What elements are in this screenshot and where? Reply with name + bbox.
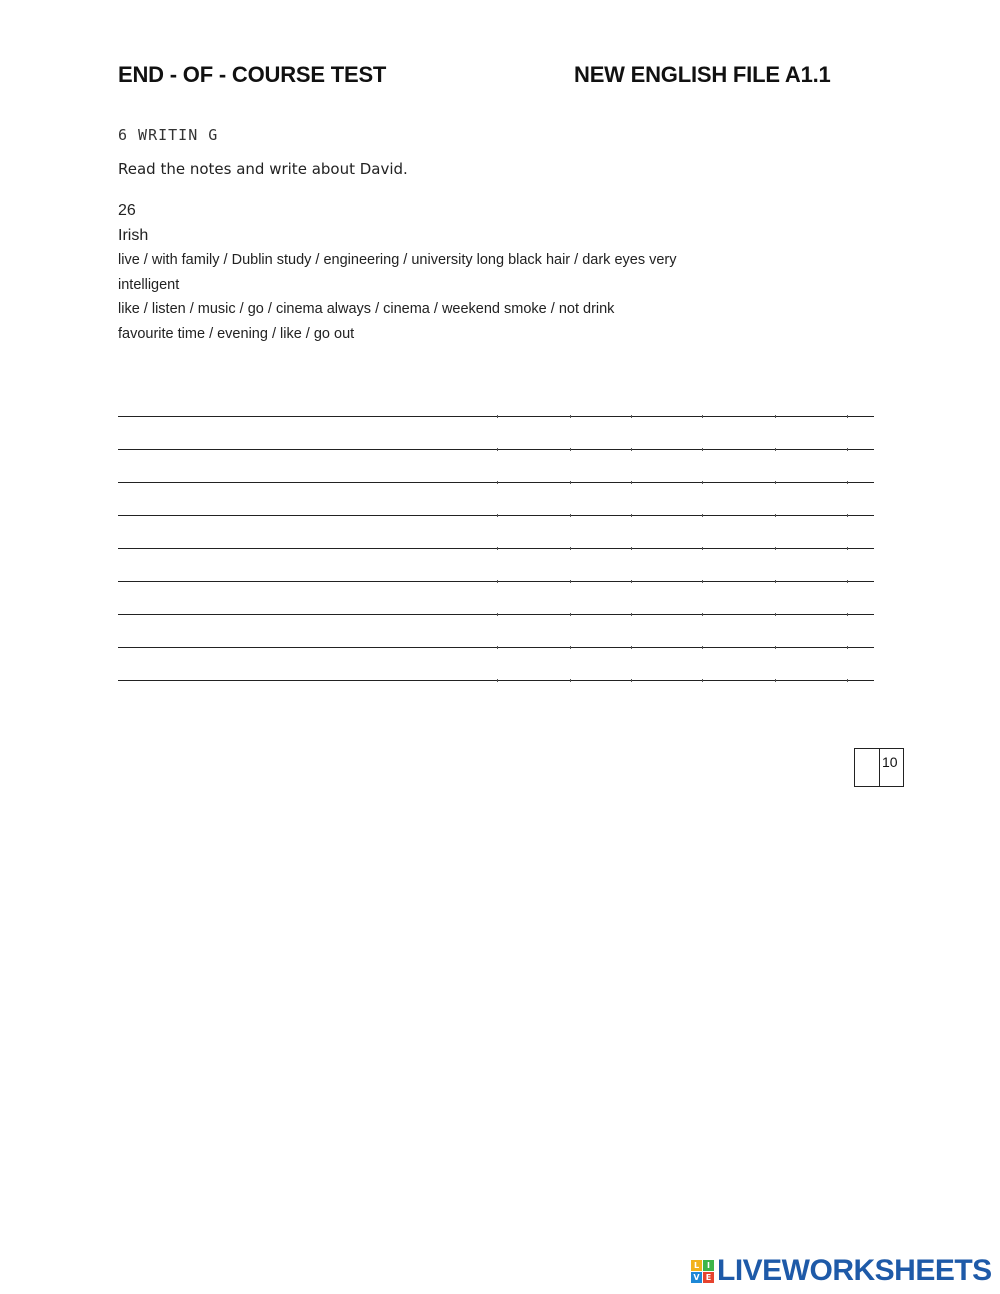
answer-line[interactable] [118, 516, 874, 549]
section-title: 6 WRITIN G [118, 126, 219, 144]
instruction-text: Read the notes and write about David. [118, 160, 408, 178]
note-age: 26 [118, 202, 136, 219]
note-personality: intelligent [118, 276, 180, 293]
answer-line[interactable] [118, 582, 874, 615]
answer-line[interactable] [118, 483, 874, 516]
answer-line[interactable] [118, 384, 874, 417]
notes-block [118, 199, 738, 346]
score-box [854, 748, 904, 787]
answer-line[interactable] [118, 549, 874, 582]
note-nationality: Irish [118, 226, 149, 244]
writing-area[interactable] [118, 384, 874, 681]
answer-line[interactable] [118, 450, 874, 483]
answer-line[interactable] [118, 417, 874, 450]
answer-line[interactable] [118, 615, 874, 648]
score-total: 10 [882, 754, 898, 770]
answer-line[interactable] [118, 648, 874, 681]
note-habits: like / listen / music / go / cinema always / cinema / weekend smoke / not drink [118, 301, 615, 317]
score-earned-cell[interactable] [855, 749, 880, 786]
test-title: END - OF - COURSE TEST [118, 62, 387, 87]
book-title: NEW ENGLISH FILE A1.1 [574, 62, 831, 87]
note-life-appearance: live / with family / Dublin study / engineering / university long black hair / dark eyes very [118, 252, 677, 268]
liveworksheets-logo [691, 1254, 992, 1288]
logo-mark-icon: L I V E [691, 1260, 714, 1283]
note-favourite-time: favourite time / evening / like / go out [118, 325, 355, 342]
logo-text: LIVEWORKSHEETS [717, 1254, 992, 1287]
